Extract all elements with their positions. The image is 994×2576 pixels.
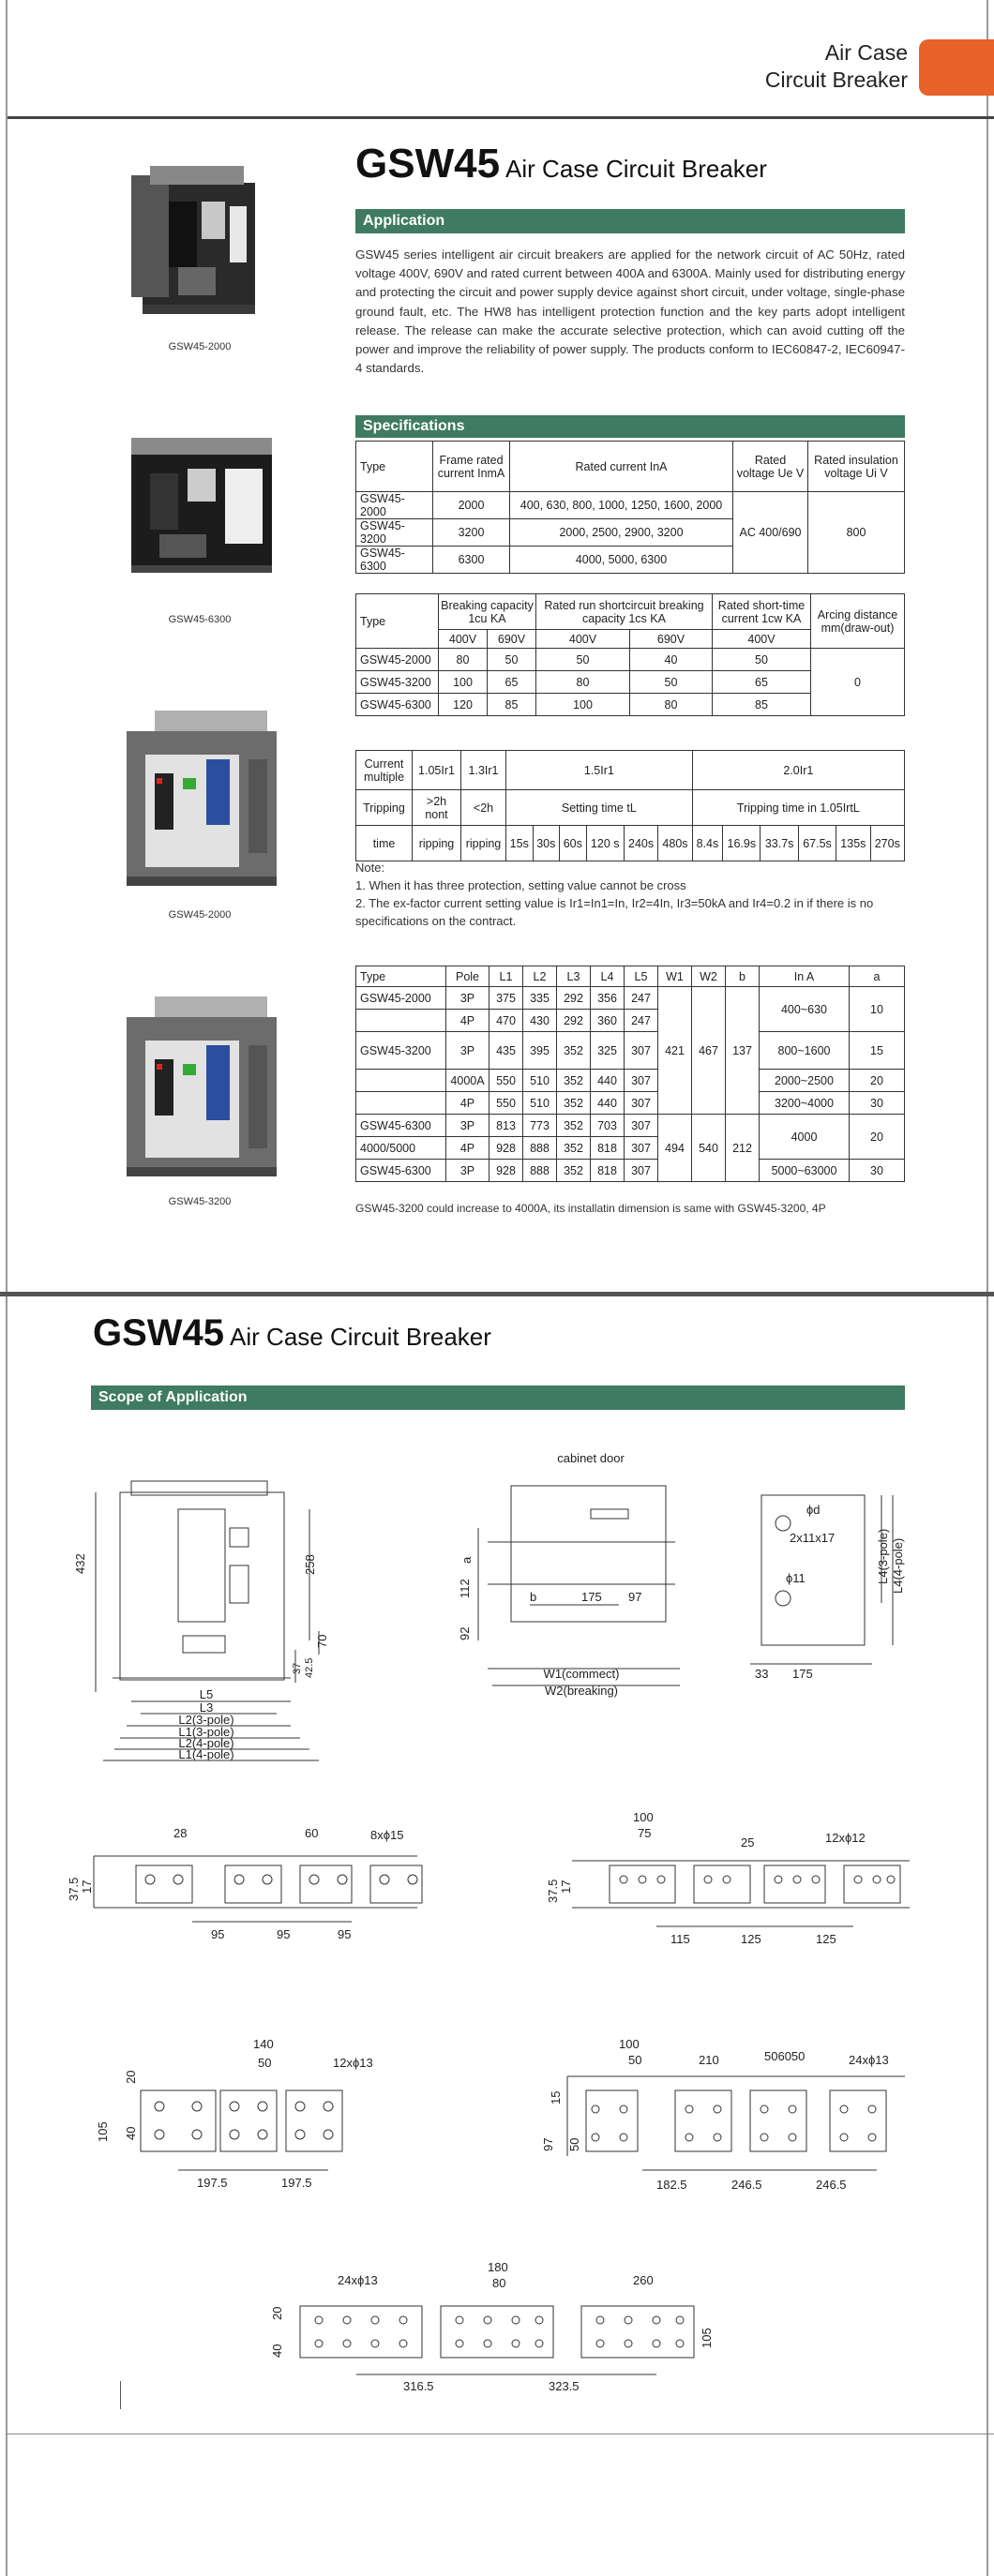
- t4-r3-4: 352: [557, 1070, 591, 1092]
- t2-h-st: Rated short-time current 1cw KA: [713, 594, 811, 630]
- t4-ina-5: 5000~63000: [760, 1160, 850, 1182]
- t3-r2-1: >2h nont: [413, 790, 461, 826]
- page2-title: [93, 1312, 491, 1355]
- note-line-1: 1. When it has three protection, setting value cannot be cross: [355, 878, 686, 892]
- t3-r3-14: 270s: [870, 826, 904, 861]
- t4-h5: L4: [591, 966, 625, 987]
- drawing-terminal-12x12: [544, 1805, 919, 1950]
- t4-a-2: 20: [850, 1070, 905, 1092]
- d7-15: 15: [549, 2090, 563, 2104]
- drawing-terminal-24x13: [539, 2034, 914, 2194]
- t4-a-5: 30: [850, 1160, 905, 1182]
- t2-r1-4: 50: [630, 671, 713, 694]
- drawing-terminal-large: [263, 2254, 731, 2395]
- page-border-right: [986, 0, 988, 2576]
- page2-title-model: GSW45: [93, 1312, 225, 1354]
- page-border-left: [6, 0, 8, 2576]
- header-title-line2: Circuit Breaker: [764, 67, 908, 92]
- t4-r1-2: 470: [489, 1010, 523, 1032]
- d4-17: 17: [80, 1880, 94, 1894]
- t1-r2-frame: 6300: [433, 547, 510, 574]
- t4-r0-5: 356: [591, 987, 625, 1010]
- t2-r1-5: 65: [713, 671, 811, 694]
- t4-ina-4: 4000: [760, 1115, 850, 1160]
- t2-r0-0: GSW45-2000: [356, 649, 439, 671]
- t4-r7-5: 818: [591, 1160, 625, 1182]
- t4-r1-0: [356, 1010, 446, 1032]
- d3-l4-4: L4(4-pole): [891, 1537, 905, 1594]
- t3-r1-1: 1.05Ir1: [413, 751, 461, 790]
- d2-175: 175: [581, 1590, 602, 1604]
- d7-50b: 50: [567, 2137, 581, 2151]
- t4-r6-1: 4P: [446, 1137, 489, 1160]
- d1-37: 37: [292, 1662, 303, 1674]
- header-rule: [8, 116, 994, 119]
- d7-holes: 24xϕ13: [849, 2053, 889, 2067]
- t3-r3-6: 120 s: [586, 826, 624, 861]
- t2-h-bc: Breaking capacity 1cu KA: [439, 594, 536, 630]
- t4-h11: a: [850, 966, 905, 987]
- d6-50: 50: [258, 2056, 272, 2070]
- d7-2465b: 246.5: [816, 2178, 847, 2192]
- t3-r3-10: 16.9s: [723, 826, 761, 861]
- d8-20: 20: [270, 2306, 284, 2320]
- t4-a-1: 15: [850, 1032, 905, 1070]
- d7-97: 97: [541, 2137, 555, 2151]
- spec-table-3: [355, 750, 905, 861]
- d1-h: 432: [73, 1553, 87, 1574]
- d5-115: 115: [670, 1932, 690, 1946]
- d1-L3: L3: [199, 1700, 214, 1715]
- t4-b-b: 212: [726, 1115, 760, 1182]
- t4-r4-1: 4P: [446, 1092, 489, 1115]
- drawing-terminal-12x13: [94, 2029, 403, 2189]
- t3-r3-0: time: [356, 826, 413, 861]
- t3-r2-2: <2h: [461, 790, 506, 826]
- drawing-terminal-8x15: [61, 1819, 436, 1950]
- t2-sub1: 690V: [488, 630, 536, 649]
- d1-258: 258: [303, 1554, 317, 1575]
- t3-r3-13: 135s: [836, 826, 870, 861]
- t4-r1-5: 360: [591, 1010, 625, 1032]
- d4-375: 37.5: [67, 1877, 81, 1901]
- t4-r3-2: 550: [489, 1070, 523, 1092]
- t3-r2-3: Setting time tL: [506, 790, 693, 826]
- t1-h-insulation: Rated insulation voltage Ui V: [808, 442, 905, 492]
- product-image-3: [117, 703, 286, 891]
- d8-105: 105: [700, 2328, 714, 2348]
- d5-17: 17: [559, 1880, 573, 1894]
- t4-r2-5: 325: [591, 1032, 625, 1070]
- product-caption-1: GSW45-2000: [168, 341, 232, 352]
- t1-r0-rated: 400, 630, 800, 1000, 1250, 1600, 2000: [510, 492, 733, 519]
- d6-1975b: 197.5: [281, 2176, 312, 2190]
- d7-210: 210: [699, 2053, 719, 2067]
- t3-r3-11: 33.7s: [761, 826, 798, 861]
- t4-r5-0: GSW45-6300: [356, 1115, 446, 1137]
- t4-w2-a: 467: [692, 987, 726, 1115]
- t4-r7-6: 307: [625, 1160, 658, 1182]
- d3-175: 175: [792, 1667, 813, 1681]
- t4-h1: Pole: [446, 966, 489, 987]
- t4-r1-6: 247: [625, 1010, 658, 1032]
- t3-r1-4: 2.0Ir1: [692, 751, 904, 790]
- d5-375: 37.5: [546, 1879, 560, 1903]
- d3-phid: ϕd: [806, 1503, 821, 1517]
- d7-2465a: 246.5: [731, 2178, 762, 2192]
- t2-sub0: 400V: [439, 630, 488, 649]
- d6-1975a: 197.5: [197, 2176, 228, 2190]
- t4-h0: Type: [356, 966, 446, 987]
- t3-r3-7: 240s: [624, 826, 657, 861]
- d5-125a: 125: [741, 1932, 761, 1946]
- d8-80: 80: [492, 2276, 506, 2290]
- t3-r3-1: ripping: [413, 826, 461, 861]
- d2-w1: W1(commect): [543, 1667, 620, 1681]
- t2-h-type: Type: [356, 594, 439, 649]
- drawing-cabinet-door: [450, 1444, 694, 1715]
- d5-holes: 12xϕ12: [825, 1831, 866, 1845]
- scope-label: Scope of Application: [98, 1389, 248, 1405]
- t2-r2-1: 120: [439, 694, 488, 716]
- d8-180: 180: [488, 2260, 508, 2274]
- t4-r7-1: 3P: [446, 1160, 489, 1182]
- d4-60: 60: [305, 1826, 319, 1840]
- t4-r6-5: 818: [591, 1137, 625, 1160]
- application-text: GSW45 series intelligent air circuit breakers are applied for the network circuit of AC 50Hz, rated voltage 400V, 690V and rated current between 400A and 6300A. Mainly used for distributing energy and protecting the circuit and power supply device against short circuit, under voltage, single-phase ground fault, etc. The HW8 has intelligent protection function and the key parts adopt intelligent release. The release can make the accurate selective protection, which can avoid cutting off the power and improve the reliability of power supply. The products conform to IEC60847-2, IEC60947-4 standards.: [355, 247, 905, 376]
- d1-L2-3: L2(3-pole): [178, 1713, 234, 1727]
- t4-r5-1: 3P: [446, 1115, 489, 1137]
- t4-r3-0: [356, 1070, 446, 1092]
- d5-125b: 125: [816, 1932, 836, 1946]
- t1-r1-type: GSW45-3200: [356, 519, 433, 547]
- t4-a-4: 20: [850, 1115, 905, 1160]
- t4-r4-0: [356, 1092, 446, 1115]
- t4-w2-b: 540: [692, 1115, 726, 1182]
- t4-r6-2: 928: [489, 1137, 523, 1160]
- note-line-2: 2. The ex-factor current setting value is Ir1=In1=In, Ir2=4In, Ir3=50kA and Ir4=0.2 in if there is no specifications on the contract.: [355, 896, 874, 928]
- header-tab-decoration: [919, 39, 994, 96]
- d7-506050: 506050: [764, 2049, 806, 2063]
- t1-voltage: AC 400/690: [733, 492, 808, 574]
- t4-r2-2: 435: [489, 1032, 523, 1070]
- t4-r0-0: GSW45-2000: [356, 987, 446, 1010]
- t4-r7-0: GSW45-6300: [356, 1160, 446, 1182]
- t2-r1-3: 80: [536, 671, 630, 694]
- d6-105: 105: [96, 2121, 110, 2142]
- t2-r0-2: 50: [488, 649, 536, 671]
- t4-r0-2: 375: [489, 987, 523, 1010]
- t1-h-rated: Rated current InA: [510, 442, 733, 492]
- t3-r3-4: 30s: [533, 826, 560, 861]
- t3-r1-3: 1.5Ir1: [506, 751, 693, 790]
- d3-hole: 2x11x17: [790, 1531, 836, 1545]
- t2-r0-4: 40: [630, 649, 713, 671]
- page1-title-rest: Air Case Circuit Breaker: [505, 155, 767, 183]
- product-caption-2: GSW45-6300: [168, 614, 232, 625]
- d1-42: 42.5: [304, 1657, 315, 1678]
- product-caption-3: GSW45-2000: [168, 909, 232, 921]
- d6-140: 140: [253, 2037, 274, 2051]
- d6-holes: 12xϕ13: [333, 2056, 373, 2070]
- d2-door: cabinet door: [557, 1451, 625, 1465]
- t4-r2-1: 3P: [446, 1032, 489, 1070]
- d7-50: 50: [628, 2053, 642, 2067]
- t2-r1-2: 65: [488, 671, 536, 694]
- d2-a: a: [459, 1556, 474, 1564]
- t1-r0-frame: 2000: [433, 492, 510, 519]
- t4-ina-3: 3200~4000: [760, 1092, 850, 1115]
- product-image-2: [122, 427, 281, 595]
- t4-r1-3: 430: [523, 1010, 557, 1032]
- t4-a-0: 10: [850, 987, 905, 1032]
- d8-260: 260: [633, 2273, 654, 2287]
- t3-r1-2: 1.3Ir1: [461, 751, 506, 790]
- t1-r1-frame: 3200: [433, 519, 510, 547]
- t2-r1-0: GSW45-3200: [356, 671, 439, 694]
- t2-sub3: 690V: [630, 630, 713, 649]
- d2-97: 97: [628, 1590, 642, 1604]
- dimension-table: [355, 966, 905, 1182]
- t2-r2-3: 100: [536, 694, 630, 716]
- t4-h8: W2: [692, 966, 726, 987]
- t4-r3-1: 4000A: [446, 1070, 489, 1092]
- t3-r2-0: Tripping: [356, 790, 413, 826]
- specifications-label: Specifications: [363, 418, 465, 434]
- t4-r2-0: GSW45-3200: [356, 1032, 446, 1070]
- d7-1825: 182.5: [656, 2178, 687, 2192]
- t1-r0-type: GSW45-2000: [356, 492, 433, 519]
- t4-b-a: 137: [726, 987, 760, 1115]
- t3-r3-2: ripping: [461, 826, 506, 861]
- t2-r1-1: 100: [439, 671, 488, 694]
- d4-holes: 8xϕ15: [370, 1828, 404, 1842]
- t1-h-frame: Frame rated current InmA: [433, 442, 510, 492]
- t4-r4-3: 510: [523, 1092, 557, 1115]
- page1-title: [355, 141, 767, 187]
- d8-3235: 323.5: [549, 2379, 580, 2393]
- note-title: Note:: [355, 861, 385, 875]
- d4-95a: 95: [211, 1927, 225, 1941]
- d2-w2: W2(breaking): [544, 1684, 619, 1698]
- t2-r2-4: 80: [630, 694, 713, 716]
- t4-r6-0: 4000/5000: [356, 1137, 446, 1160]
- t2-h-arc: Arcing distance mm(draw-out): [811, 594, 905, 649]
- application-label: Application: [363, 213, 445, 229]
- t2-sub4: 400V: [713, 630, 811, 649]
- d2-112: 112: [458, 1579, 472, 1598]
- t1-r1-rated: 2000, 2500, 2900, 3200: [510, 519, 733, 547]
- t4-r6-3: 888: [523, 1137, 557, 1160]
- t4-r7-2: 928: [489, 1160, 523, 1182]
- t4-r1-1: 4P: [446, 1010, 489, 1032]
- t4-r2-3: 395: [523, 1032, 557, 1070]
- t1-h-type: Type: [356, 442, 433, 492]
- t2-r0-5: 50: [713, 649, 811, 671]
- d3-33: 33: [755, 1667, 769, 1681]
- d3-l4-3: L4(3-pole): [876, 1528, 890, 1584]
- t3-r3-5: 60s: [560, 826, 587, 861]
- d8-40: 40: [270, 2344, 284, 2358]
- t4-r0-6: 247: [625, 987, 658, 1010]
- product-image-4: [117, 989, 286, 1186]
- scope-bar: [91, 1385, 905, 1410]
- drawing-mounting: [741, 1481, 910, 1687]
- t4-r5-6: 307: [625, 1115, 658, 1137]
- product-image-1: [122, 164, 281, 333]
- t4-r2-4: 352: [557, 1032, 591, 1070]
- dimension-footnote: GSW45-3200 could increase to 4000A, its installatin dimension is same with GSW45-3200, 4P: [355, 1202, 826, 1215]
- d1-L1-4: L1(4-pole): [178, 1747, 234, 1761]
- d1-L1-3: L1(3-pole): [178, 1725, 234, 1739]
- d4-28: 28: [173, 1826, 188, 1840]
- product-caption-4: GSW45-3200: [168, 1196, 232, 1207]
- t4-r5-3: 773: [523, 1115, 557, 1137]
- d6-40: 40: [124, 2126, 138, 2140]
- d4-95b: 95: [277, 1927, 291, 1941]
- t4-r5-4: 352: [557, 1115, 591, 1137]
- d2-92: 92: [458, 1626, 472, 1640]
- t1-insulation: 800: [808, 492, 905, 574]
- t1-r2-rated: 4000, 5000, 6300: [510, 547, 733, 574]
- t4-r5-5: 703: [591, 1115, 625, 1137]
- t4-h3: L2: [523, 966, 557, 987]
- d5-75: 75: [638, 1826, 652, 1840]
- d3-phi11: ϕ11: [786, 1571, 806, 1585]
- t1-h-voltage: Rated voltage Ue V: [733, 442, 808, 492]
- spec-table-1: [355, 441, 905, 574]
- t4-r4-4: 352: [557, 1092, 591, 1115]
- t4-w1-b: 494: [658, 1115, 692, 1182]
- t3-r3-3: 15s: [506, 826, 534, 861]
- d2-b: b: [530, 1590, 537, 1604]
- page1-title-model: GSW45: [355, 141, 501, 187]
- d1-L5: L5: [199, 1687, 214, 1701]
- t4-r6-6: 307: [625, 1137, 658, 1160]
- t4-h4: L3: [557, 966, 591, 987]
- t2-h-rr: Rated run shortcircuit breaking capacity 1cs KA: [536, 594, 713, 630]
- t4-r0-4: 292: [557, 987, 591, 1010]
- t4-h6: L5: [625, 966, 658, 987]
- t4-h7: W1: [658, 966, 692, 987]
- t4-ina-2: 2000~2500: [760, 1070, 850, 1092]
- t4-r2-6: 307: [625, 1032, 658, 1070]
- t2-arc: 0: [811, 649, 905, 716]
- t4-r4-5: 440: [591, 1092, 625, 1115]
- t2-r0-1: 80: [439, 649, 488, 671]
- d1-70: 70: [315, 1634, 329, 1648]
- header-title: [765, 39, 908, 94]
- t4-w1-a: 421: [658, 987, 692, 1115]
- notes: [355, 859, 905, 930]
- t3-r1-0: Current multiple: [356, 751, 413, 790]
- header-title-line1: Air Case: [824, 40, 908, 65]
- t4-r6-4: 352: [557, 1137, 591, 1160]
- footer-tick: [120, 2381, 121, 2409]
- d1-L2-4: L2(4-pole): [178, 1736, 234, 1750]
- t2-r2-5: 85: [713, 694, 811, 716]
- t4-ina-1: 800~1600: [760, 1032, 850, 1070]
- d7-100: 100: [619, 2037, 640, 2051]
- d5-25: 25: [741, 1835, 755, 1850]
- spec-table-2: [355, 593, 905, 716]
- t3-r3-8: 480s: [658, 826, 692, 861]
- t4-r4-6: 307: [625, 1092, 658, 1115]
- t4-r4-2: 550: [489, 1092, 523, 1115]
- t4-r3-6: 307: [625, 1070, 658, 1092]
- t4-h9: b: [726, 966, 760, 987]
- t2-sub2: 400V: [536, 630, 630, 649]
- t3-r3-12: 67.5s: [798, 826, 836, 861]
- application-bar: [355, 209, 905, 233]
- t4-a-3: 30: [850, 1092, 905, 1115]
- t3-r2-4: Tripping time in 1.05IrtL: [692, 790, 904, 826]
- t4-r7-4: 352: [557, 1160, 591, 1182]
- d8-holes: 24xϕ13: [338, 2273, 378, 2287]
- d5-100: 100: [633, 1810, 654, 1824]
- specifications-bar: [355, 415, 905, 438]
- page-separator: [0, 1292, 994, 1296]
- t4-r5-2: 813: [489, 1115, 523, 1137]
- t1-r2-type: GSW45-6300: [356, 547, 433, 574]
- t4-h10: In A: [760, 966, 850, 987]
- t4-r3-5: 440: [591, 1070, 625, 1092]
- d6-20: 20: [124, 2070, 138, 2084]
- t4-ina-0: 400~630: [760, 987, 850, 1032]
- t4-r3-3: 510: [523, 1070, 557, 1092]
- t2-r2-2: 85: [488, 694, 536, 716]
- d8-3165: 316.5: [403, 2379, 434, 2393]
- drawing-front-view: [75, 1453, 384, 1762]
- t3-r3-9: 8.4s: [692, 826, 722, 861]
- t4-r0-3: 335: [523, 987, 557, 1010]
- t4-r0-1: 3P: [446, 987, 489, 1010]
- page2-title-rest: Air Case Circuit Breaker: [230, 1323, 491, 1351]
- t2-r0-3: 50: [536, 649, 630, 671]
- t4-r1-4: 292: [557, 1010, 591, 1032]
- d4-95c: 95: [338, 1927, 352, 1941]
- t4-h2: L1: [489, 966, 523, 987]
- t2-r2-0: GSW45-6300: [356, 694, 439, 716]
- t4-r7-3: 888: [523, 1160, 557, 1182]
